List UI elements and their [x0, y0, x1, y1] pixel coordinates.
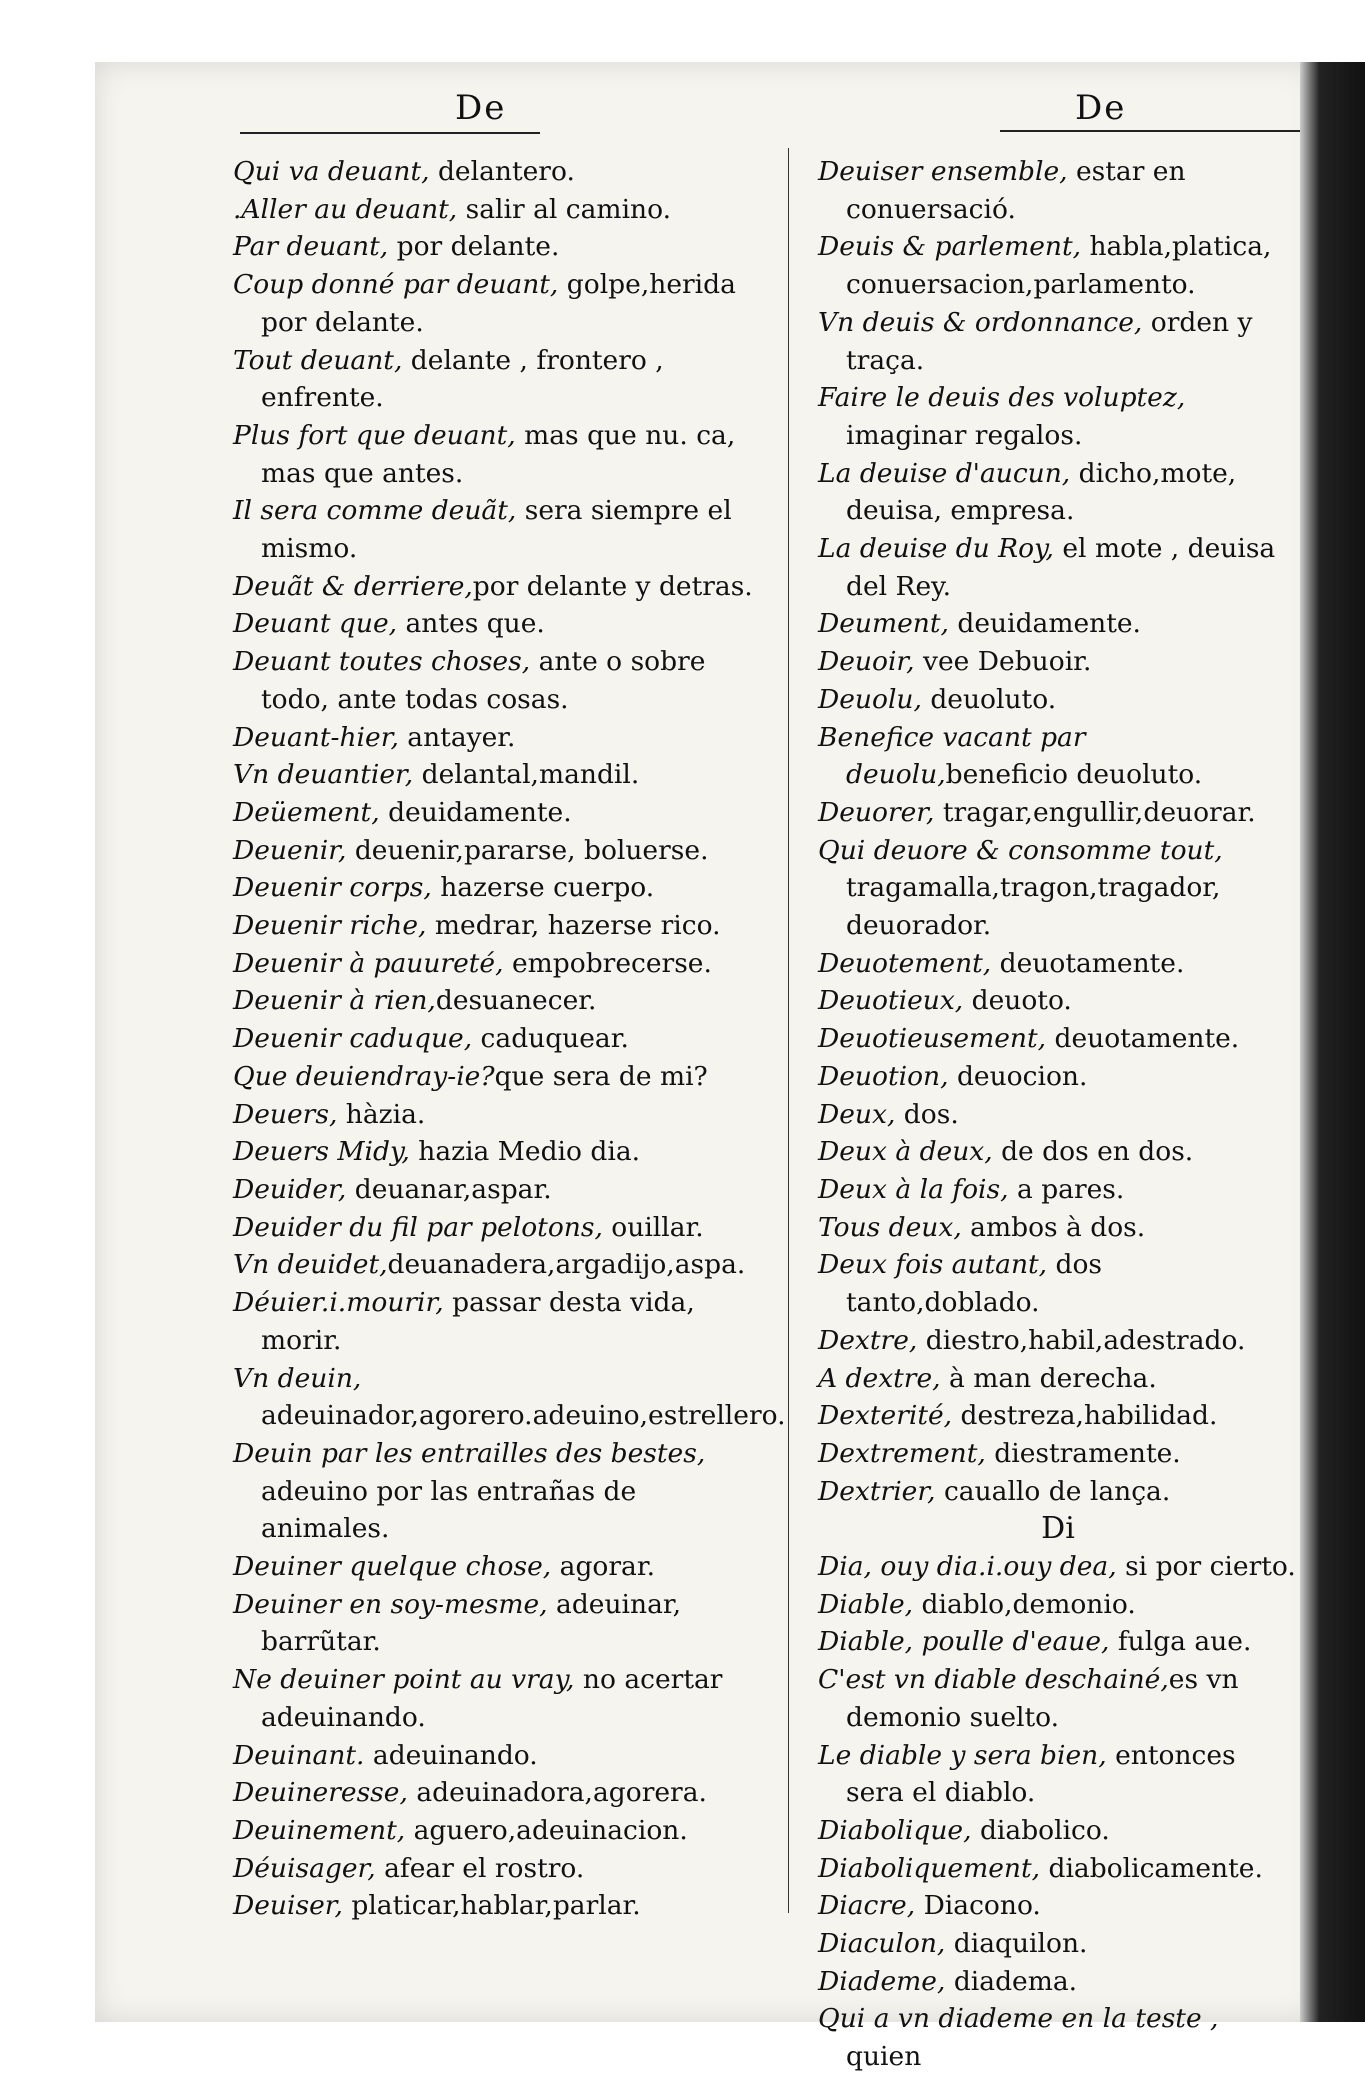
left-entry [233, 1737, 763, 1775]
spanish-translation: ambos à dos. [961, 1211, 1146, 1243]
spanish-translation: salir al camino. [457, 193, 672, 225]
right-di-entry [818, 1887, 1298, 1925]
left-entry [233, 1133, 763, 1171]
french-term: Diademe, [818, 1965, 946, 1997]
spanish-translation: habla,platica, conuersacion,parlamento. [846, 231, 1272, 301]
french-term: Deuotieux, [818, 985, 964, 1017]
spanish-translation: deuotamente. [1046, 1023, 1240, 1055]
spanish-translation: empobrecerse. [503, 947, 712, 979]
spanish-translation: antes que. [397, 608, 545, 640]
spanish-translation: adeuino por las entrañas de animales. [261, 1475, 637, 1545]
spanish-translation: deuanadera,argadijo,aspa. [387, 1249, 746, 1281]
right-entry [818, 455, 1298, 530]
left-entry [233, 1096, 763, 1134]
left-entry [233, 1548, 763, 1586]
left-entry [233, 1209, 763, 1247]
french-term: Deuers Midy, [233, 1136, 410, 1168]
spanish-translation: es vn demonio suelto. [846, 1664, 1239, 1733]
french-term: Coup donné par deuant, [233, 269, 559, 301]
french-term: Benefice vacant par deuolu, [818, 721, 1086, 791]
left-entry [233, 1360, 786, 1435]
french-term: Deuenir, [233, 834, 347, 866]
spanish-translation: dos. [895, 1098, 959, 1130]
french-term: Vn deuin, [233, 1362, 362, 1394]
spanish-translation: agorar. [551, 1551, 656, 1583]
right-entry [818, 1096, 1298, 1134]
spanish-translation: delantal,mandil. [413, 759, 640, 791]
right-header: De [1075, 88, 1127, 128]
spanish-translation: delantero. [429, 156, 575, 187]
spanish-translation: Diacono. [915, 1890, 1041, 1922]
spanish-translation: diestramente. [985, 1437, 1181, 1469]
right-di-entry [818, 2000, 1298, 2075]
spanish-translation: sera siempre el mismo. [261, 495, 732, 565]
left-entry [233, 907, 763, 945]
right-di-entry [818, 1586, 1298, 1624]
french-term: La deuise du Roy, [818, 533, 1054, 565]
spanish-translation: deuidamente. [948, 608, 1141, 640]
french-term: Qui va deuant, [233, 156, 430, 187]
left-entry [233, 342, 763, 417]
french-term: Diacre, [818, 1890, 916, 1922]
french-term: Deuolu, [818, 683, 922, 715]
french-term: Deuenir à rien, [233, 985, 436, 1017]
french-term: Il sera comme deuãt, [233, 495, 517, 527]
left-entry [233, 945, 763, 983]
spanish-translation: deuanar,aspar. [346, 1173, 552, 1205]
french-term: Le diable y sera bien, [818, 1739, 1107, 1771]
left-entry [233, 1586, 763, 1661]
spanish-translation: adeuinando. [364, 1739, 538, 1771]
french-term: Deument, [818, 608, 949, 640]
french-term: Deuider du fil par pelotons, [233, 1211, 603, 1243]
left-entry [233, 1246, 763, 1284]
french-term: Déuisager, [233, 1852, 376, 1884]
right-di-entry [818, 1661, 1298, 1736]
french-term: Qui deuore & consomme tout, [818, 834, 1223, 866]
right-di-entry [818, 1623, 1298, 1661]
french-term: Deux, [818, 1098, 896, 1130]
left-entry [233, 756, 763, 794]
spanish-translation: tragar,engullir,deuorar. [934, 796, 1256, 828]
right-entry [818, 794, 1298, 832]
french-term: Diaculon, [818, 1928, 946, 1960]
french-term: Deuin par les entrailles des bestes, [233, 1437, 706, 1469]
right-entry [818, 945, 1298, 983]
spanish-translation: platicar,hablar,parlar. [342, 1890, 641, 1922]
left-entry [233, 228, 763, 266]
spanish-translation: beneficio deuoluto. [945, 759, 1203, 791]
left-entry [233, 1284, 763, 1359]
french-term: C'est vn diable deschainé, [818, 1664, 1169, 1696]
left-entry [233, 1435, 763, 1548]
french-term: Diable, [818, 1588, 914, 1620]
right-entry [818, 1209, 1298, 1247]
left-entry [233, 1850, 763, 1888]
spanish-translation: dos tanto,doblado. [846, 1249, 1103, 1319]
left-entry [233, 1020, 763, 1058]
left-entry [233, 832, 763, 870]
spanish-translation: tragamalla,tragon,tragador, deuorador. [846, 872, 1221, 942]
right-entry [818, 1322, 1298, 1360]
french-term: Deuotieusement, [818, 1023, 1047, 1055]
right-entry [818, 719, 1298, 794]
french-term: Deuineresse, [233, 1777, 408, 1809]
spanish-translation: à man derecha. [940, 1362, 1157, 1394]
french-term: Deuãt & derriere, [233, 570, 473, 602]
spanish-translation: adeuinador,agorero.adeuino,estrellero. [261, 1400, 786, 1432]
french-term: Vn deuis & ordonnance, [818, 306, 1143, 338]
french-term: Deuant-hier, [233, 721, 399, 753]
left-entry [233, 1812, 763, 1850]
spanish-translation: orden y traça. [846, 306, 1253, 376]
spanish-translation: fulga aue. [1109, 1626, 1252, 1658]
left-entry [233, 869, 763, 907]
spanish-translation: hazerse cuerpo. [431, 872, 655, 904]
spanish-translation: golpe,herida por delante. [261, 269, 736, 338]
french-term: Dextre, [818, 1324, 918, 1356]
left-entry [233, 266, 763, 341]
french-term: Diaboliquement, [818, 1852, 1041, 1884]
right-di-entry [818, 1925, 1298, 1963]
spanish-translation: mas que nu. ca, mas que antes. [261, 419, 736, 489]
spanish-translation: estar en conuersació. [846, 156, 1186, 225]
french-term: Deuant que, [233, 608, 398, 640]
left-entry [233, 1661, 763, 1736]
french-term: Deuenir à pauureté, [233, 947, 504, 979]
left-entry [233, 153, 763, 191]
spanish-translation: diestro,habil,adestrado. [917, 1324, 1246, 1356]
left-entry [233, 568, 763, 606]
spanish-translation: imaginar regalos. [846, 419, 1083, 451]
french-term: Diable, poulle d'eaue, [818, 1626, 1110, 1658]
left-column [233, 153, 786, 1925]
spanish-translation: aguero,adeuinacion. [405, 1814, 688, 1846]
french-term: Deuenir riche, [233, 910, 427, 942]
french-term: Tout deuant, [233, 344, 403, 376]
right-di-entry [818, 1737, 1298, 1812]
right-di-entry [818, 1963, 1298, 2001]
french-term: Deux à deux, [818, 1136, 993, 1168]
left-entry [233, 417, 763, 492]
right-column [818, 153, 1298, 2076]
left-entry [233, 1171, 763, 1209]
right-entry [818, 832, 1298, 945]
left-entry [233, 605, 763, 643]
spanish-translation: destreza,habilidad. [952, 1400, 1218, 1432]
spanish-translation: delante , frontero , enfrente. [261, 344, 664, 414]
spanish-translation: diablo,demonio. [913, 1588, 1136, 1620]
right-entry [818, 1397, 1298, 1435]
spanish-translation: antayer. [398, 721, 516, 753]
spanish-translation: de dos en dos. [992, 1136, 1194, 1168]
spanish-translation: no acertar adeuinando. [261, 1664, 723, 1733]
spanish-translation: diadema. [945, 1965, 1078, 1997]
french-term: Deuers, [233, 1098, 338, 1130]
french-term: Deuider, [233, 1173, 347, 1205]
french-term: Faire le deuis des voluptez, [818, 382, 1186, 414]
spanish-translation: adeuinadora,agorera. [407, 1777, 707, 1809]
spanish-translation: a pares. [1008, 1173, 1125, 1205]
french-term: Plus fort que deuant, [233, 419, 516, 451]
right-entry [818, 1435, 1298, 1473]
spanish-translation: desuanecer. [435, 985, 597, 1017]
french-term: Deuiser ensemble, [818, 156, 1068, 187]
spanish-translation: deuocion. [948, 1060, 1088, 1092]
right-entry [818, 1473, 1298, 1511]
spanish-translation: deuenir,pararse, boluerse. [346, 834, 709, 866]
right-entry [818, 1133, 1298, 1171]
section-heading-di: Di [1041, 1511, 1075, 1547]
french-term: Diabolique, [818, 1814, 972, 1846]
right-entry [818, 304, 1298, 379]
column-divider [788, 148, 789, 1913]
right-di-entry [818, 1548, 1298, 1586]
french-term: Dia, ouy dia.i.ouy dea, [818, 1551, 1117, 1583]
left-entry [233, 719, 763, 757]
spanish-translation: deuoto. [963, 985, 1072, 1017]
right-entry [818, 1246, 1298, 1321]
french-term: Dexterité, [818, 1400, 953, 1432]
spanish-translation: deuidamente. [379, 796, 572, 828]
spanish-translation: diabolicamente. [1040, 1852, 1263, 1884]
french-term: Tous deux, [818, 1211, 962, 1243]
spanish-translation: hazia Medio dia. [409, 1136, 641, 1168]
spanish-translation: dicho,mote, deuisa, empresa. [846, 457, 1237, 527]
spanish-translation: deuotamente. [991, 947, 1185, 979]
french-term: Vn deuidet, [233, 1249, 388, 1281]
spanish-translation: afear el rostro. [375, 1852, 585, 1884]
spanish-translation: cauallo de lança. [935, 1475, 1171, 1507]
french-term: Deüement, [233, 796, 380, 828]
french-term: Deuoir, [818, 646, 915, 678]
spanish-translation: ouillar. [602, 1211, 704, 1243]
right-di-entry [818, 1850, 1298, 1888]
right-entry [818, 681, 1298, 719]
spanish-translation: diaquilon. [945, 1928, 1088, 1960]
spanish-translation: deuoluto. [921, 683, 1057, 715]
spanish-translation: ante o sobre todo, ante todas cosas. [261, 646, 706, 715]
spanish-translation: diabolico. [971, 1814, 1110, 1846]
spanish-translation: quien [846, 2041, 922, 2073]
french-term: Deuenir caduque, [233, 1023, 473, 1055]
right-entry [818, 153, 1298, 228]
french-term: Deuotion, [818, 1060, 949, 1092]
right-entry [818, 228, 1298, 303]
right-entry [818, 530, 1298, 605]
left-entry [233, 191, 763, 229]
right-header-rule [1000, 130, 1300, 132]
french-term: Deuant toutes choses, [233, 646, 531, 678]
spanish-translation: medrar, hazerse rico. [426, 910, 721, 942]
right-entry [818, 982, 1298, 1020]
french-term: Vn deuantier, [233, 759, 414, 791]
left-header-rule [240, 132, 540, 134]
spanish-translation: hàzia. [337, 1098, 426, 1130]
left-entry [233, 1774, 763, 1812]
right-entry [818, 1360, 1298, 1398]
right-entry [818, 1020, 1298, 1058]
spanish-translation: adeuinar, barrũtar. [261, 1588, 682, 1658]
french-term: Déuier.i.mourir, [233, 1287, 444, 1319]
french-term: A dextre, [818, 1362, 941, 1394]
spanish-translation: que sera de mi? [494, 1060, 708, 1092]
french-term: Deuiner en soy-mesme, [233, 1588, 548, 1620]
left-entry [233, 643, 763, 718]
french-term: Que deuiendray-ie? [233, 1060, 495, 1092]
french-term: Deux à la fois, [818, 1173, 1009, 1205]
right-entry [818, 643, 1298, 681]
french-term: Deuiner quelque chose, [233, 1551, 552, 1583]
french-term: Par deuant, [233, 231, 389, 263]
spanish-translation: por delante y detras. [472, 570, 753, 602]
french-term: Deuiser, [233, 1890, 343, 1922]
french-term: Dextrier, [818, 1475, 936, 1507]
french-term: Deuorer, [818, 796, 935, 828]
french-term: Dextrement, [818, 1437, 986, 1469]
french-term: Deuinant. [233, 1739, 365, 1771]
french-term: Deux fois autant, [818, 1249, 1048, 1281]
left-entry [233, 1058, 763, 1096]
spanish-translation: por delante. [388, 231, 560, 263]
right-entry [818, 379, 1298, 454]
right-entry [818, 1058, 1298, 1096]
left-header: De [455, 88, 507, 128]
french-term: La deuise d'aucun, [818, 457, 1071, 489]
right-di-entry [818, 1812, 1298, 1850]
french-term: Deuenir corps, [233, 872, 432, 904]
french-term: Deuinement, [233, 1814, 406, 1846]
french-term: Qui a vn diademe en la teste , [818, 2003, 1219, 2035]
page-binding-edge [1300, 62, 1365, 2022]
left-entry [233, 492, 763, 567]
spanish-translation: el mote , deuisa del Rey. [846, 533, 1276, 602]
left-entry [233, 982, 763, 1020]
right-entry [818, 605, 1298, 643]
left-entry [233, 1887, 763, 1925]
spanish-translation: entonces sera el diablo. [846, 1739, 1236, 1809]
spanish-translation: caduquear. [472, 1023, 629, 1055]
french-term: Ne deuiner point au vray, [233, 1664, 575, 1696]
french-term: .Aller au deuant, [233, 193, 458, 225]
spanish-translation: passar desta vida, morir. [261, 1287, 695, 1356]
french-term: Deuotement, [818, 947, 992, 979]
french-term: Deuis & parlement, [818, 231, 1082, 263]
spanish-translation: vee Debuoir. [914, 646, 1092, 678]
left-entry [233, 794, 763, 832]
spanish-translation: si por cierto. [1116, 1551, 1296, 1583]
right-entry [818, 1171, 1298, 1209]
